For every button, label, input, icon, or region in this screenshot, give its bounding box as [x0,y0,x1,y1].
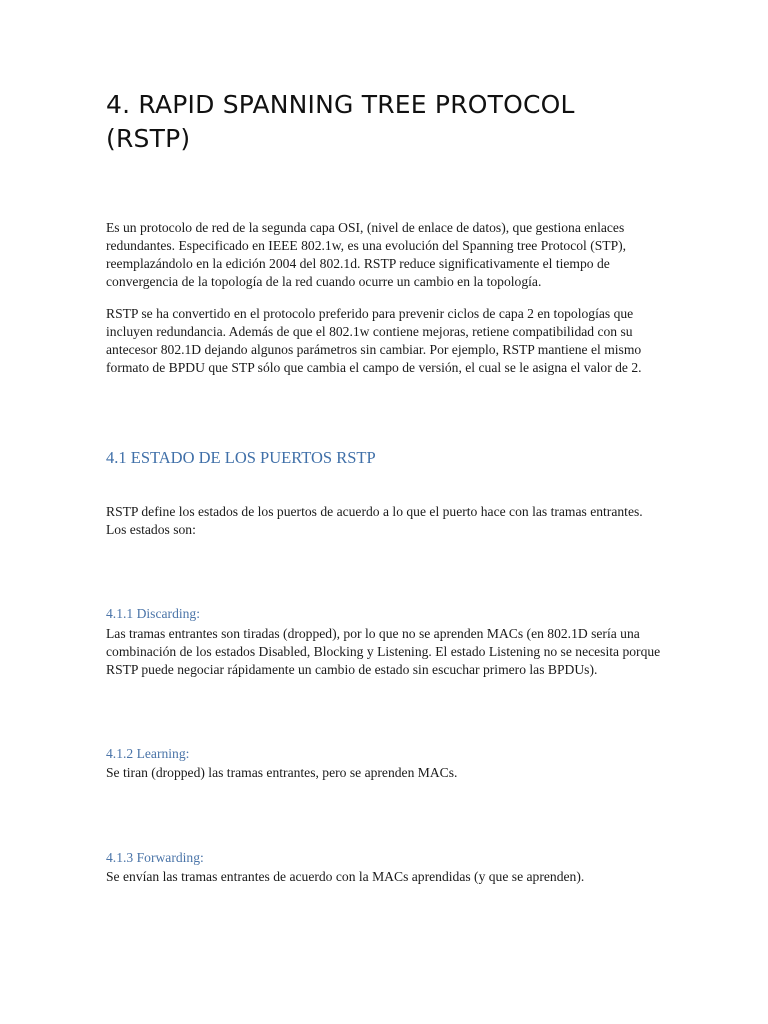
section-4-1-heading: 4.1 ESTADO DE LOS PUERTOS RSTP [106,448,376,467]
intro-paragraph-1: Es un protocolo de red de la segunda capa OSI, (nivel de enlace de datos), que gestiona enlaces redundantes. Especificado en IEEE 802.1w, es una evolución del Spanning tree Protocol (STP), reemplazándolo en la edición 2004 del 802.1d. RSTP reduce significativamente el tiempo de convergencia de la topología de la red cuando ocurre un cambio en la topología. [106,220,627,289]
document-title: 4. RAPID SPANNING TREE PROTOCOL (RSTP) [106,90,575,153]
section-4-1-1-text: Las tramas entrantes son tiradas (dropped), por lo que no se aprenden MACs (en 802.1D sería una combinación de los estados Disabled, Blocking y Listening. El estado Listening no se necesita porque RSTP puede negociar rápidamente un cambio de estado sin escuchar primero las BPDUs). [106,626,661,677]
intro-paragraph-2: RSTP se ha convertido en el protocolo preferido para prevenir ciclos de capa 2 en topologías que incluyen redundancia. Además de que el 802.1w contiene mejoras, retiene compatibilidad con su antecesor 802.1D dejando algunos parámetros sin cambiar. Por ejemplo, RSTP mantiene el mismo formato de BPDU que STP sólo que cambia el campo de versión, el cual se le asigna el valor de 2. [106,306,642,375]
section-4-1-3-text: Se envían las tramas entrantes de acuerdo con la MACs aprendidas (y que se aprenden). [106,869,585,884]
section-4-1-2-heading: 4.1.2 Learning: [106,746,190,761]
section-4-1-text: RSTP define los estados de los puertos de acuerdo a lo que el puerto hace con las tramas entrantes. Los estados son: [106,504,643,537]
section-4-1-2-text: Se tiran (dropped) las tramas entrantes, pero se aprenden MACs. [106,765,458,780]
section-4-1-3-heading: 4.1.3 Forwarding: [106,850,204,865]
section-4-1-1-heading: 4.1.1 Discarding: [106,606,201,621]
